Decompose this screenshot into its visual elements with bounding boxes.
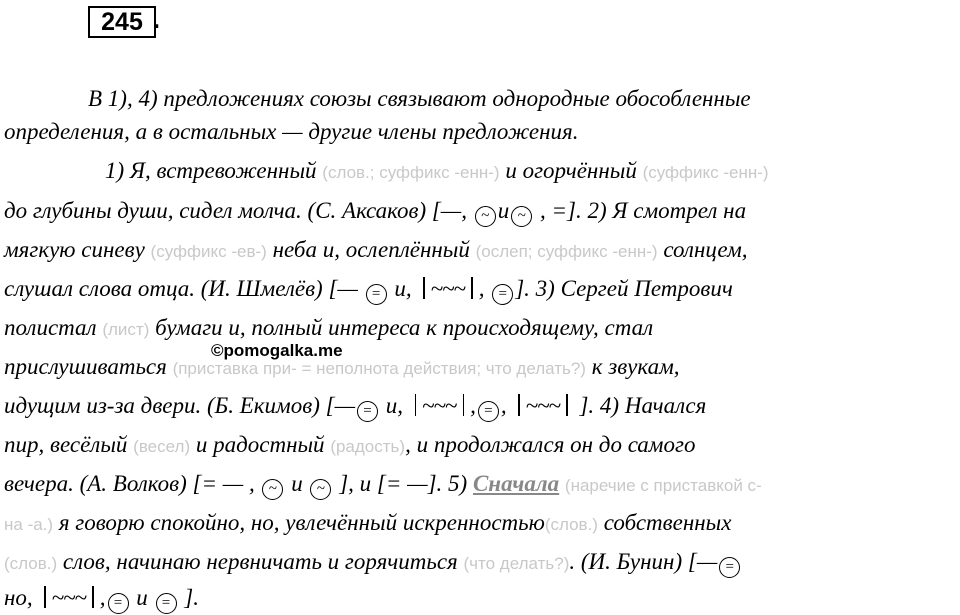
- note: (суффикс -енн-): [642, 163, 769, 182]
- circle-symbol: ~: [511, 206, 532, 227]
- note: на -а.): [4, 515, 54, 534]
- circle-symbol: ~: [475, 206, 496, 227]
- text-line-11: (слов.) слов, начинаю нервничать и горячиться (что делать?). (И. Бунин) [— =: [4, 548, 742, 578]
- vertical-bar: [463, 394, 465, 416]
- vertical-bar: [92, 586, 94, 608]
- text-line-10: на -а.) я говорю спокойно, но, увлечённый искренностью(слов.) собственных: [4, 510, 732, 535]
- circle-symbol: =: [478, 401, 499, 422]
- note: (радость): [330, 437, 406, 456]
- text-line-7: идущим из-за двери. (Б. Екимов) [— = и, ~~~ , = , ~~~ ]. 4) Начался: [4, 392, 706, 422]
- note: (наречие с приставкой с-: [564, 476, 762, 495]
- vertical-bar: [566, 394, 568, 416]
- note: (лист): [102, 320, 150, 339]
- text-line-2: до глубины души, сидел молча. (С. Аксаков) [—, ~ и ~ , =]. 2) Я смотрел на: [4, 197, 746, 227]
- note: (слов.): [544, 515, 598, 534]
- vertical-bar: [44, 586, 46, 608]
- note: (суффикс -ев-): [150, 242, 267, 261]
- text-line-8: пир, весёлый (весел) и радостный (радость), и продолжался он до самого: [4, 432, 696, 457]
- exercise-number: 245: [88, 6, 156, 38]
- circle-symbol: ~: [310, 479, 331, 500]
- text-line-4: слушал слова отца. (И. Шмелёв) [— = и, ~~~ , = ]. 3) Сергей Петрович: [4, 275, 733, 305]
- circle-symbol: =: [108, 593, 129, 614]
- text-line-9: вечера. (А. Волков) [= — , ~ и ~ ], и [= —]. 5) Сначала (наречие с приставкой с-: [4, 470, 762, 500]
- text-line-1: 1) Я, встревоженный (слов.; суффикс -енн-) и огорчённый (суффикс -енн-): [105, 158, 769, 183]
- intro-line-2: определения, а в остальных — другие члены предложения.: [4, 119, 579, 144]
- note: (что делать?): [463, 554, 570, 573]
- note: (приставка при- = неполнота действия; что делать?): [172, 359, 586, 378]
- circle-symbol: ~: [262, 479, 283, 500]
- vertical-bar: [518, 394, 520, 416]
- vertical-bar: [423, 277, 425, 299]
- note: (слов.; суффикс -енн-): [322, 163, 500, 182]
- circle-symbol: =: [156, 593, 177, 614]
- watermark: ©pomogalka.me: [211, 341, 343, 360]
- circle-symbol: =: [492, 284, 513, 305]
- text-line-6: прислушиваться (приставка при- = неполнота действия; что делать?) к звукам,: [4, 354, 680, 379]
- note: (весел): [133, 437, 191, 456]
- circle-symbol: =: [357, 401, 378, 422]
- highlighted-word: Сначала: [472, 471, 560, 496]
- circle-symbol: =: [366, 284, 387, 305]
- intro-line-1: В 1), 4) предложениях союзы связывают однородные обособленные: [88, 86, 751, 111]
- vertical-bar: [415, 394, 417, 416]
- note: (слов.): [4, 554, 58, 573]
- text-line-5: полистал (лист) бумаги и, полный интереса к происходящему, стал: [4, 315, 654, 340]
- exercise-number-dot: .: [153, 6, 160, 34]
- text-line-12: но, ~~~ , = и = ].: [4, 584, 199, 614]
- circle-symbol: =: [719, 557, 740, 578]
- note: (ослеп; суффикс -енн-): [475, 242, 658, 261]
- vertical-bar: [471, 277, 473, 299]
- text-line-3: мягкую синеву (суффикс -ев-) неба и, ослеплённый (ослеп; суффикс -енн-) солнцем,: [4, 237, 748, 262]
